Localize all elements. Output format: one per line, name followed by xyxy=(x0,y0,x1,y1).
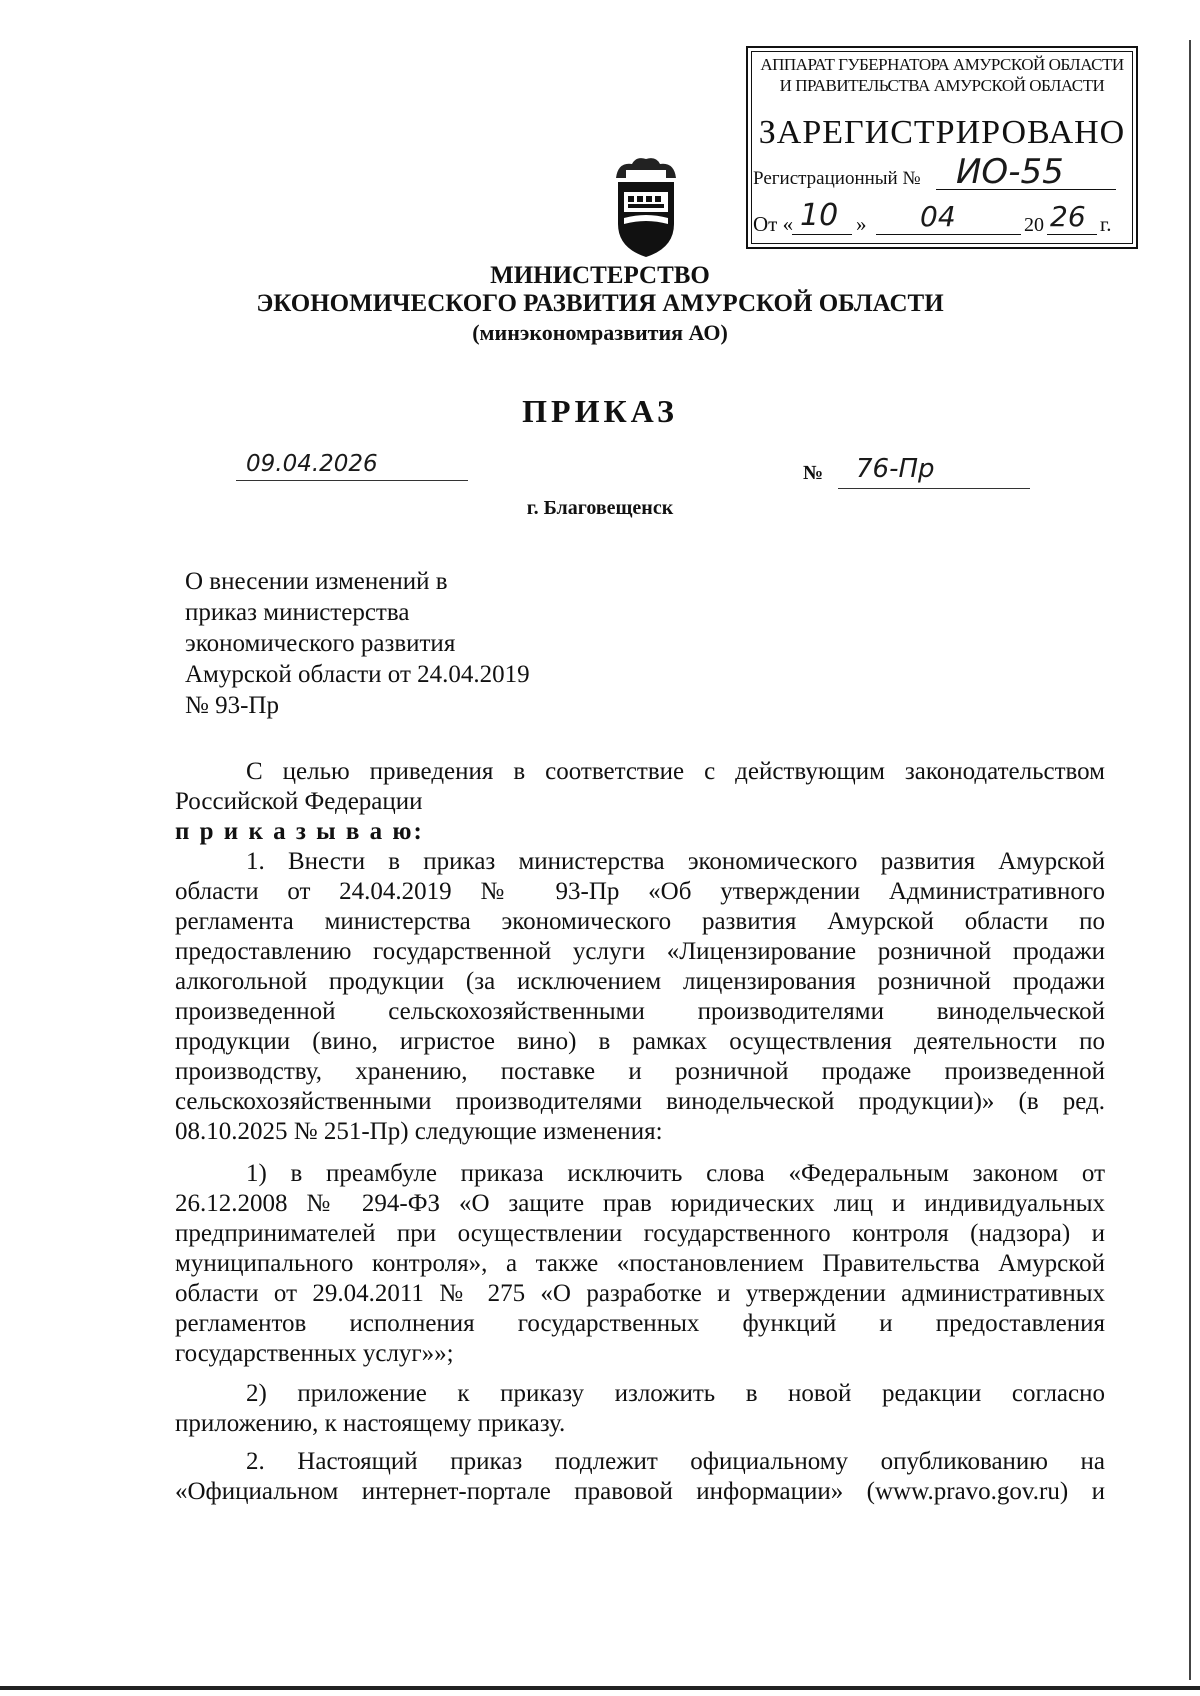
document-type-title: ПРИКАЗ xyxy=(522,393,678,429)
paragraph-2-line: 2. Настоящий приказ подлежит официальному опубликованию на xyxy=(246,1448,1105,1475)
stamp-org-line2: И ПРАВИТЕЛЬСТВА АМУРСКОЙ ОБЛАСТИ xyxy=(779,76,1105,95)
ministry-name-line1: МИНИСТЕРСТВО xyxy=(490,262,710,289)
paragraph-1-line: сельскохозяйственными производителями винодельческой продукции)» (в ред. xyxy=(175,1088,1105,1115)
order-number-handwritten: 76-Пр xyxy=(856,454,935,484)
preamble-line: Российской Федерации xyxy=(175,788,423,815)
stamp-reg-number-label: Регистрационный № xyxy=(753,168,921,189)
preamble-line: С целью приведения в соответствие с действующим законодательством xyxy=(246,758,1105,785)
paragraph-1-line: регламента министерства экономического развития Амурской области по xyxy=(175,908,1105,935)
paragraph-2-line: «Официальном интернет-портале правовой информации» (www.pravo.gov.ru) и xyxy=(175,1478,1105,1505)
paragraph-1-1-line: государственных услуг»»; xyxy=(175,1340,454,1367)
paragraph-1-1-line: 26.12.2008 № 294-ФЗ «О защите прав юридических лиц и индивидуальных xyxy=(175,1190,1105,1217)
city-name: г. Благовещенск xyxy=(526,497,674,519)
paragraph-1-2-line: приложению, к настоящему приказу. xyxy=(175,1410,566,1437)
ministry-name-line2: ЭКОНОМИЧЕСКОГО РАЗВИТИЯ АМУРСКОЙ ОБЛАСТИ xyxy=(256,290,944,317)
stamp-reg-number-handwritten: ИО-55 xyxy=(956,152,1064,192)
paragraph-1-1-line: предпринимателей при осуществлении государственного контроля (надзора) и xyxy=(175,1220,1105,1247)
subject-line: Амурской области от 24.04.2019 xyxy=(185,661,530,688)
stamp-year-unit: г. xyxy=(1100,212,1112,236)
stamp-month-line xyxy=(876,234,1021,235)
order-date-handwritten: 09.04.2026 xyxy=(246,451,378,477)
paragraph-1-1-line: регламентов исполнения государственных функций и предоставления xyxy=(175,1310,1105,1337)
scan-edge-bottom xyxy=(0,1686,1200,1690)
subject-line: О внесении изменений в xyxy=(185,568,448,595)
coat-of-arms-emblem xyxy=(606,156,686,261)
order-word: п р и к а з ы в а ю: xyxy=(175,818,424,845)
paragraph-1-1-line: области от 29.04.2011 № 275 «О разработке и утверждении административных xyxy=(175,1280,1105,1307)
subject-line: № 93-Пр xyxy=(185,692,279,719)
stamp-year-prefix: 20 xyxy=(1024,214,1044,236)
order-number-sign: № xyxy=(803,462,824,484)
paragraph-1-2-line: 2) приложение к приказу изложить в новой редакции согласно xyxy=(246,1380,1105,1407)
paragraph-1-line: продукции (вино, игристое вино) в рамках осуществления деятельности по xyxy=(175,1028,1105,1055)
ministry-short-name: (минэкономразвития АО) xyxy=(472,320,728,345)
paragraph-1-1-line: муниципального контроля», а также «постановлением Правительства Амурской xyxy=(175,1250,1105,1277)
stamp-month-handwritten: 04 xyxy=(920,200,956,233)
stamp-year-line xyxy=(1047,234,1097,235)
scan-edge-right xyxy=(1189,40,1191,1680)
stamp-year-handwritten: 26 xyxy=(1050,200,1086,233)
paragraph-1-line: области от 24.04.2019 № 93-Пр «Об утверждении Административного xyxy=(175,878,1105,905)
paragraph-1-line: предоставлению государственной услуги «Лицензирование розничной продажи xyxy=(175,938,1105,965)
paragraph-1-line: алкогольной продукции (за исключением лицензирования розничной продажи xyxy=(175,968,1105,995)
paragraph-1-line: производству, хранению, поставке и розничной продаже произведенной xyxy=(175,1058,1105,1085)
subject-line: экономического развития xyxy=(185,630,456,657)
order-date-line xyxy=(236,480,468,481)
subject-line: приказ министерства xyxy=(185,599,410,626)
paragraph-1-line: произведенной сельскохозяйственными производителями винодельческой xyxy=(175,998,1105,1025)
stamp-from-label: От « xyxy=(753,212,794,236)
order-number-line xyxy=(838,488,1030,489)
paragraph-1-line: 08.10.2025 № 251-Пр) следующие изменения: xyxy=(175,1118,663,1145)
stamp-registered-label: ЗАРЕГИСТРИРОВАНО xyxy=(758,114,1126,151)
stamp-from-close: » xyxy=(856,212,867,236)
paragraph-1-line: 1. Внести в приказ министерства экономического развития Амурской xyxy=(246,848,1105,875)
paragraph-1-1-line: 1) в преамбуле приказа исключить слова «Федеральным законом от xyxy=(246,1160,1105,1187)
registration-stamp xyxy=(746,46,1138,249)
stamp-day-handwritten: 10 xyxy=(800,198,839,233)
stamp-org-line1: АППАРАТ ГУБЕРНАТОРА АМУРСКОЙ ОБЛАСТИ xyxy=(760,55,1124,74)
stamp-day-line xyxy=(792,234,852,235)
